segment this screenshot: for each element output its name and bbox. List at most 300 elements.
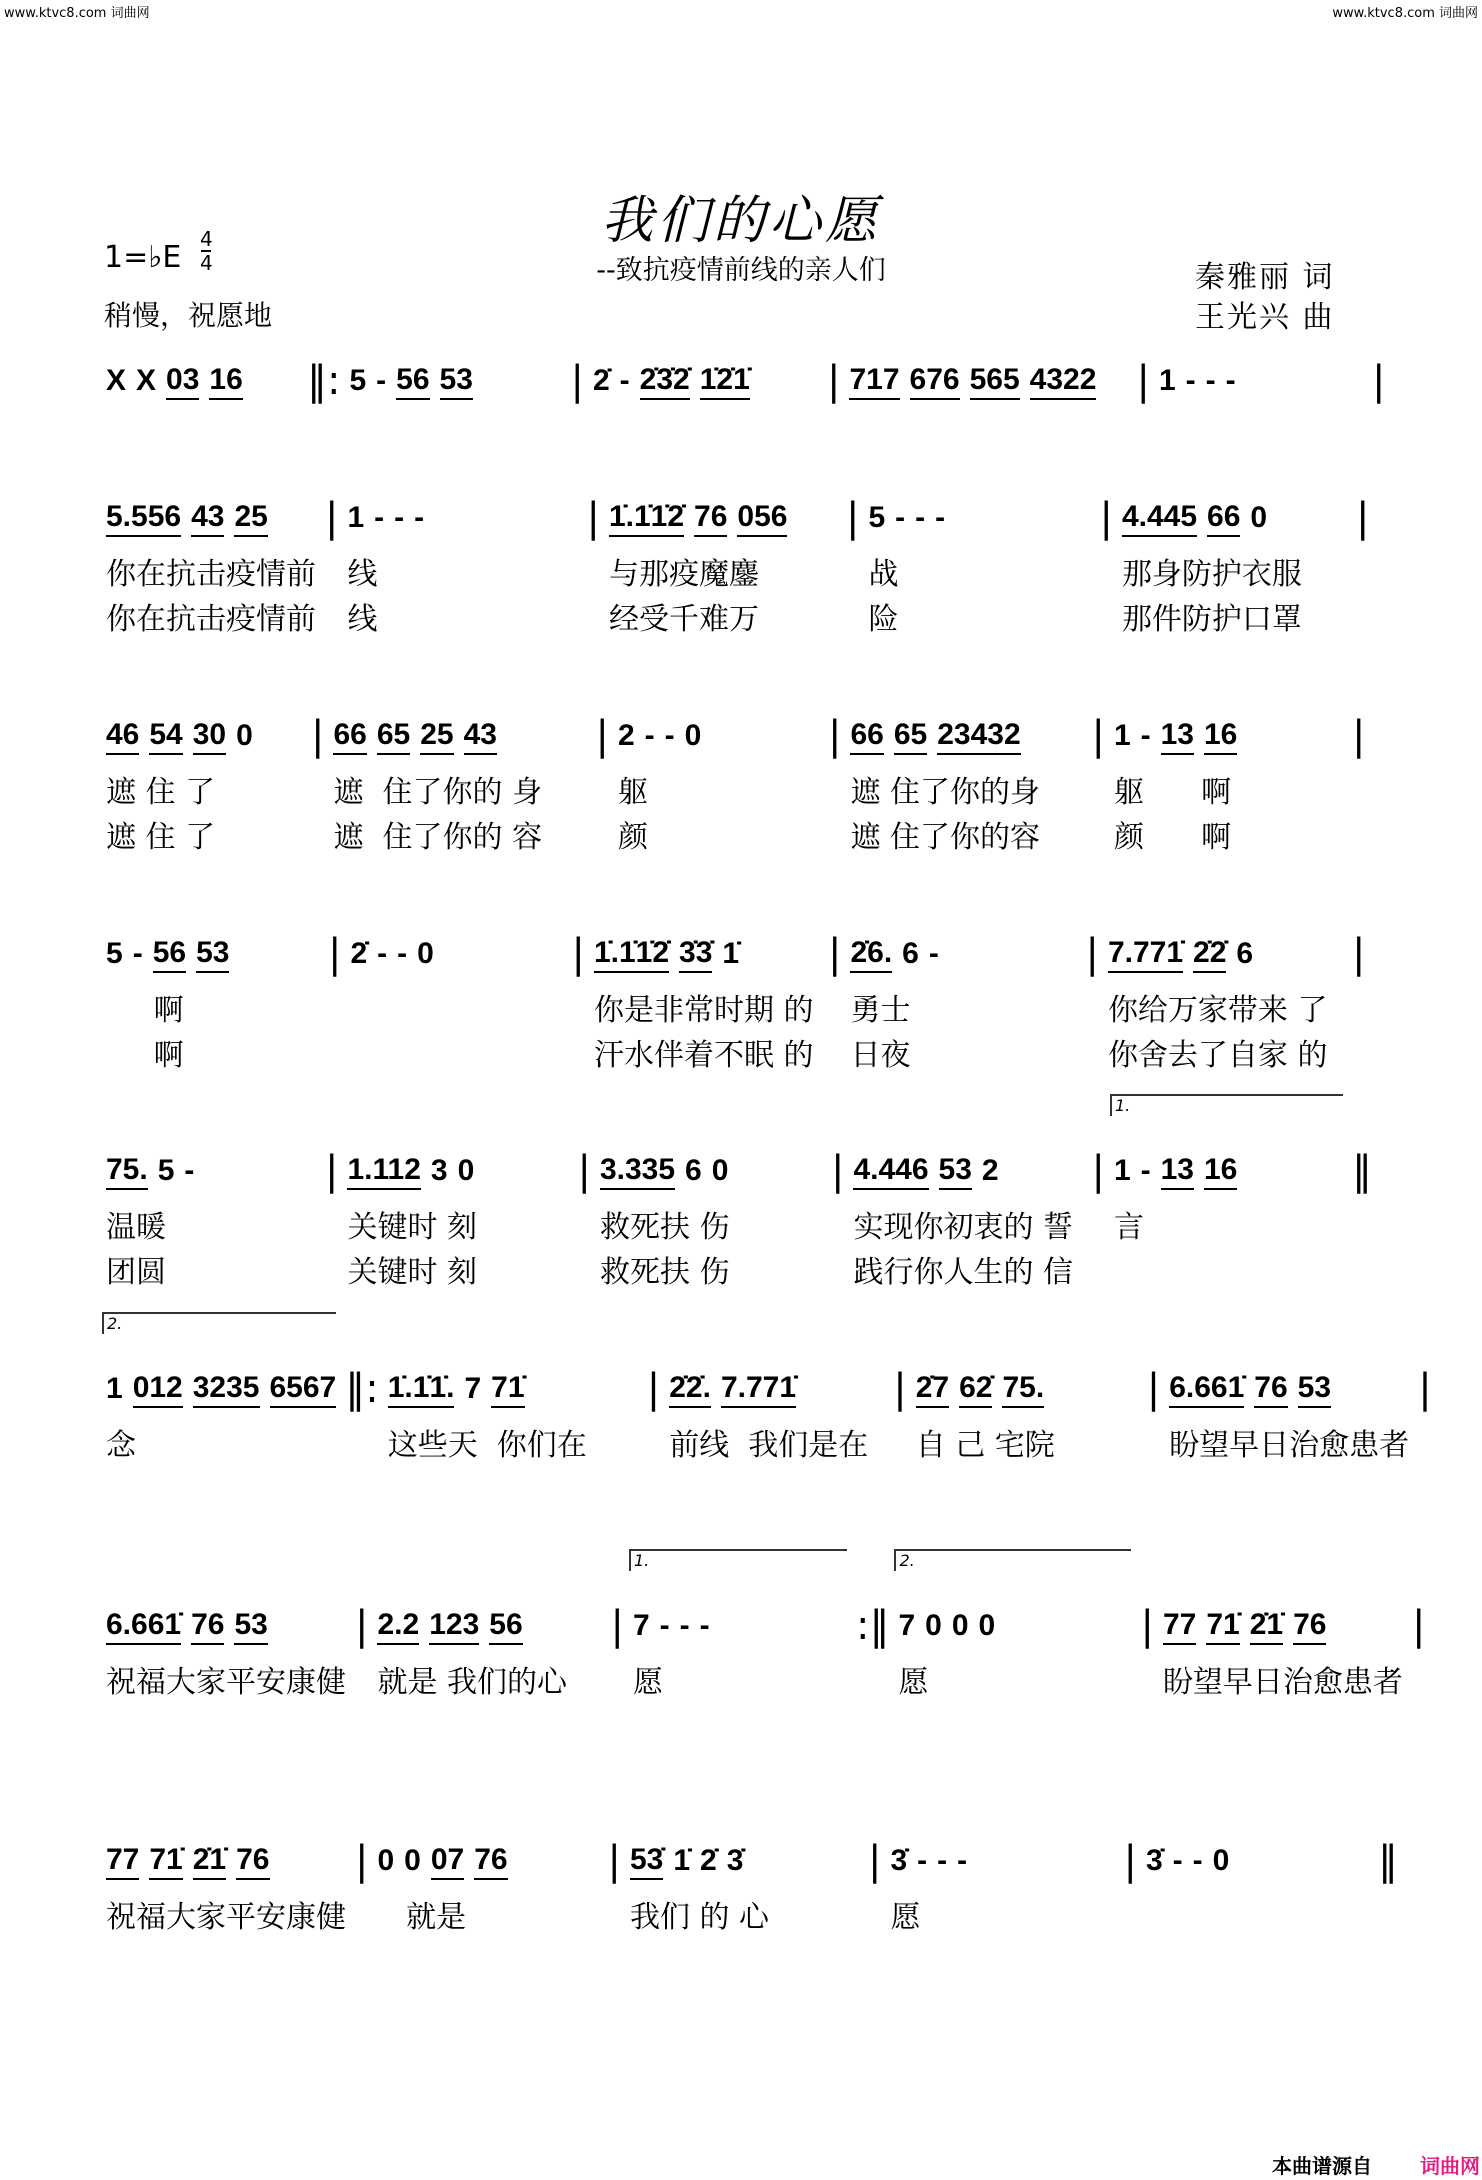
- notes-line: [106, 711, 302, 761]
- lyric-verse-2: [669, 1473, 884, 1509]
- barline: |: [1371, 358, 1386, 404]
- note-group: 2̇2̇.: [669, 1371, 711, 1408]
- note-group: 1: [106, 1372, 123, 1405]
- note-group: 53: [196, 936, 229, 973]
- lyric-verse-1: 线: [347, 557, 378, 592]
- barline: |: [893, 1366, 907, 1412]
- note-group: 2̇: [592, 364, 610, 397]
- barline: |: [1099, 495, 1113, 541]
- notes-line: [106, 1601, 346, 1651]
- lyric-verse-1: [593, 420, 818, 456]
- note-group: 7: [632, 1609, 650, 1642]
- notes-line: [377, 1601, 601, 1651]
- lyric-verse-1: 言: [1113, 1210, 1144, 1245]
- notes-line: [1114, 1146, 1343, 1196]
- extension-dash: -: [1185, 364, 1196, 397]
- note-group: 53̇: [630, 1843, 663, 1880]
- measure: [588, 929, 825, 1074]
- note-group: 717: [849, 363, 899, 400]
- extension-dash: -: [1172, 1844, 1183, 1877]
- note-group: 65: [377, 718, 410, 755]
- note-group: 16: [209, 363, 242, 400]
- lyric-verse-1: 关键时 刻: [347, 1210, 478, 1245]
- barline: ‖: [1351, 1148, 1372, 1194]
- notes-line: [850, 929, 1076, 979]
- notes-line: [630, 1836, 859, 1886]
- barline: |: [355, 1603, 369, 1649]
- note-group: 16: [1204, 718, 1237, 755]
- lyric-verse-1: 实现你初衷的 誓: [853, 1210, 1073, 1245]
- notes-line: [1122, 493, 1347, 543]
- notes-line: [106, 929, 319, 979]
- notes-line: [106, 1146, 316, 1196]
- volta-bracket: 1.: [1110, 1094, 1343, 1116]
- extension-dash: -: [619, 364, 630, 397]
- lyricist-credit: 秦雅丽 词: [1195, 260, 1335, 295]
- extension-dash: -: [1205, 364, 1216, 397]
- note-group: 65: [894, 718, 927, 755]
- notes-line: [388, 1364, 638, 1414]
- note-group: 0: [457, 1154, 475, 1187]
- lyric-verse-1: 就是: [377, 1900, 467, 1935]
- note-group: 3.335: [600, 1153, 675, 1190]
- lyric-verse-2: 践行你人生的 信: [853, 1255, 1073, 1290]
- lyric-verse-1: 与那疫魔鏖: [608, 557, 759, 592]
- note-group: 77: [106, 1843, 139, 1880]
- note-group: 3̇: [726, 1844, 744, 1877]
- lyric-verse-1: 祝福大家平安康健: [106, 1665, 346, 1700]
- note-group: 2: [981, 1154, 999, 1187]
- note-group: 2: [617, 719, 635, 752]
- measure: [100, 493, 322, 638]
- score-row: [100, 1551, 1426, 1746]
- notes-line: [377, 1836, 598, 1886]
- time-top: 4: [200, 227, 213, 251]
- note-group: 56: [396, 363, 429, 400]
- note-group: 66: [850, 718, 883, 755]
- notes-line: [594, 929, 819, 979]
- lyric-verse-2: 经受千难万: [608, 602, 759, 637]
- lyric-verse-2: [630, 1945, 859, 1981]
- lyric-verse-1: 遮 住 了: [106, 775, 216, 810]
- note-group: 0: [711, 1154, 729, 1187]
- lyric-verse-2: [106, 1945, 346, 1981]
- lyric-verse-1: 盼望早日治愈患者: [1162, 1665, 1403, 1700]
- watermark-right: www.ktvc8.com 词曲网: [1332, 6, 1478, 21]
- extension-dash: -: [394, 501, 405, 534]
- lyric-verse-1: [350, 993, 562, 1029]
- note-group: 3̇: [1145, 1844, 1163, 1877]
- lyric-verse-2: [350, 1038, 562, 1074]
- lyric-verse-1: [1146, 1900, 1369, 1936]
- barline: |: [1091, 713, 1105, 759]
- notes-line: [106, 1364, 336, 1414]
- note-group: 25: [234, 500, 267, 537]
- note-group: 56: [489, 1608, 522, 1645]
- notes-line: [890, 1836, 1114, 1886]
- notes-line: [1169, 1364, 1409, 1414]
- note-group: 2̇1̇: [193, 1843, 226, 1880]
- measure: [100, 1601, 352, 1746]
- note-group: 23432: [937, 718, 1020, 755]
- barline: |: [1091, 1148, 1105, 1194]
- notes-line: [916, 1364, 1138, 1414]
- note-group: 6: [685, 1154, 702, 1187]
- notes-line: [1163, 1601, 1403, 1651]
- note-group: 2̇2̇: [1193, 936, 1226, 973]
- footer-source-label: 本曲谱源自: [1272, 2154, 1372, 2178]
- measure: [344, 929, 568, 1074]
- note-group: 565: [970, 363, 1020, 400]
- lyric-verse-2: [890, 1945, 1114, 1981]
- lyric-verse-2: [106, 1710, 346, 1746]
- extension-dash: -: [376, 364, 387, 397]
- barline: |: [827, 931, 842, 977]
- barline: |: [1136, 358, 1150, 404]
- lyric-verse-1: 你在抗击疫情前: [106, 557, 316, 592]
- measure: [862, 493, 1096, 638]
- lyric-verse-1: 你给万家带来 了: [1107, 993, 1328, 1028]
- extension-dash: -: [679, 1609, 690, 1642]
- time-signature: [200, 228, 213, 274]
- extension-dash: -: [935, 501, 946, 534]
- note-group: 76: [474, 1843, 507, 1880]
- score-row: [100, 356, 1386, 501]
- barline: |: [325, 1148, 339, 1194]
- note-group: 1: [1158, 364, 1176, 397]
- extension-dash: -: [937, 1844, 948, 1877]
- note-group: 0: [236, 719, 253, 752]
- note-group: 53: [440, 363, 473, 400]
- note-group: 5.556: [106, 500, 181, 537]
- lyric-verse-1: 躯 啊: [1113, 775, 1232, 810]
- extension-dash: -: [397, 937, 408, 970]
- note-group: 5: [106, 937, 123, 970]
- notes-line: [347, 1146, 568, 1196]
- notes-line: [1108, 929, 1343, 979]
- notes-line: [349, 356, 561, 406]
- lyric-verse-2: [633, 1710, 847, 1746]
- measure: [100, 1314, 342, 1509]
- measure: [1108, 711, 1349, 856]
- lyric-verse-2: [377, 1945, 598, 1981]
- lyric-verse-2: 那件防护口罩: [1121, 602, 1302, 637]
- lyric-verse-2: 遮 住了你的容: [850, 820, 1040, 855]
- note-group: 4322: [1030, 363, 1097, 400]
- notes-line: [633, 1601, 847, 1651]
- lyric-verse-1: 那身防护衣服: [1121, 557, 1302, 592]
- note-group: 0: [978, 1609, 996, 1642]
- notes-line: [1146, 1836, 1369, 1886]
- extension-dash: -: [659, 1609, 670, 1642]
- note-group: 676: [910, 363, 960, 400]
- extension-dash: -: [664, 719, 675, 752]
- score-row: [100, 1314, 1432, 1509]
- note-group: 5: [349, 364, 367, 397]
- extension-dash: -: [917, 1844, 928, 1877]
- note-group: 53: [939, 1153, 972, 1190]
- measure: [371, 1601, 607, 1746]
- notes-line: [609, 493, 837, 543]
- lyric-verse-1: [849, 420, 1127, 456]
- barline: |: [571, 931, 585, 977]
- lyric-verse-2: [1114, 1255, 1343, 1291]
- lyric-verse-2: 线: [347, 602, 378, 637]
- barline: |: [867, 1838, 882, 1884]
- measure: [100, 356, 304, 501]
- note-group: 3̇3̇: [679, 936, 712, 973]
- note-group: 76: [236, 1843, 269, 1880]
- note-group: 1: [1113, 719, 1131, 752]
- extension-dash: -: [895, 501, 906, 534]
- extension-dash: -: [699, 1609, 710, 1642]
- volta-bracket: 2.: [102, 1312, 336, 1334]
- note-group: 56: [153, 936, 186, 973]
- notes-line: [106, 1836, 346, 1886]
- watermark-left: www.ktvc8.com 词曲网: [4, 6, 150, 21]
- key-signature: 1=♭E: [104, 240, 182, 275]
- measure: [1163, 1364, 1415, 1509]
- barline: |: [586, 495, 600, 541]
- note-group: 0: [377, 1844, 395, 1877]
- measure: [100, 1836, 352, 1981]
- notes-line: [106, 356, 298, 406]
- lyric-verse-1: 你是非常时期 的: [593, 993, 814, 1028]
- note-group: 76: [1293, 1608, 1326, 1645]
- note-group: 1: [347, 501, 365, 534]
- note-group: 43: [191, 500, 224, 537]
- measure: [594, 1146, 828, 1291]
- note-group: 2̇6.: [850, 936, 892, 973]
- lyric-verse-1: 这些天 你们在: [387, 1428, 587, 1463]
- note-group: 2.2: [377, 1608, 419, 1645]
- note-group: 4.445: [1122, 500, 1197, 537]
- notes-line: [600, 1146, 822, 1196]
- score-row: [100, 1096, 1372, 1291]
- note-group: 2̇7: [916, 1371, 949, 1408]
- measure: [627, 1551, 853, 1746]
- time-bottom: 4: [200, 251, 213, 275]
- measure: [1157, 1601, 1409, 1746]
- measure: [371, 1836, 604, 1981]
- notes-line: [593, 356, 818, 406]
- notes-line: [618, 711, 819, 761]
- note-group: 1̇.1̇1̇2̇: [609, 500, 684, 537]
- note-group: 0: [684, 719, 702, 752]
- barline: |: [325, 495, 339, 541]
- lyric-verse-1: 盼望早日治愈患者: [1169, 1428, 1410, 1463]
- lyric-verse-2: 团圆: [106, 1255, 166, 1290]
- extension-dash: -: [644, 719, 655, 752]
- barline: |: [570, 358, 584, 404]
- barline: |: [1355, 495, 1370, 541]
- note-group: 5: [868, 501, 886, 534]
- tempo-marking: 稍慢，祝愿地: [104, 299, 273, 332]
- note-group: 76: [1254, 1371, 1287, 1408]
- measure: [1102, 929, 1349, 1074]
- note-group: 7.771̇: [721, 1371, 796, 1408]
- note-group: 2̇: [350, 937, 368, 970]
- note-group: 76: [191, 1608, 224, 1645]
- note-group: 66: [1207, 500, 1240, 537]
- extension-dash: -: [1192, 1844, 1203, 1877]
- lyric-verse-1: 战: [868, 557, 899, 592]
- measure: [843, 356, 1133, 501]
- lyric-verse-1: 我们 的 心: [629, 1900, 770, 1935]
- note-group: 012: [133, 1371, 183, 1408]
- note-group: 7.771̇: [1108, 936, 1183, 973]
- measure: [100, 929, 325, 1074]
- note-group: 0: [925, 1609, 942, 1642]
- notes-line: [898, 1601, 1131, 1651]
- notes-line: [106, 493, 316, 543]
- note-group: X: [106, 364, 127, 397]
- extension-dash: -: [374, 501, 385, 534]
- barline: |: [830, 1148, 845, 1194]
- lyric-verse-1: [1159, 420, 1363, 456]
- lyric-verse-2: 你舍去了自家 的: [1107, 1038, 1328, 1073]
- measure: [341, 493, 583, 638]
- barline: |: [577, 1148, 591, 1194]
- note-group: 1: [1113, 1154, 1131, 1187]
- lyric-verse-1: 温暖: [106, 1210, 166, 1245]
- note-group: 2̇3̇2̇: [640, 363, 690, 400]
- measure: [603, 493, 843, 638]
- lyric-verse-1: 啊: [106, 993, 184, 1028]
- lyric-verse-1: 愿: [890, 1900, 921, 1935]
- lyric-verse-1: 躯: [617, 775, 648, 810]
- barline: |: [845, 495, 860, 541]
- lyric-verse-1: [349, 420, 561, 456]
- note-group: 6: [902, 937, 919, 970]
- measure: [624, 1836, 865, 1981]
- note-group: 0: [1212, 1844, 1230, 1877]
- measure: [343, 356, 567, 501]
- lyric-verse-1: 就是 我们的心: [377, 1665, 568, 1700]
- barline: |: [328, 931, 342, 977]
- note-group: 7: [898, 1609, 916, 1642]
- lyric-verse-1: 遮 住了你的 身: [333, 775, 543, 810]
- note-group: 2̇1̇: [1250, 1608, 1283, 1645]
- lyric-verse-2: [898, 1710, 1131, 1746]
- measure: [382, 1364, 644, 1509]
- score-row: [100, 1836, 1398, 1981]
- lyric-verse-2: 啊: [106, 1038, 184, 1073]
- barline: |: [1146, 1366, 1161, 1412]
- note-group: 6.661̇: [106, 1608, 181, 1645]
- lyric-verse-2: 颜: [617, 820, 648, 855]
- extension-dash: -: [414, 501, 425, 534]
- measure: [1153, 356, 1369, 501]
- extension-dash: -: [1140, 1154, 1151, 1187]
- measure: [847, 1146, 1088, 1291]
- lyric-verse-2: 救死扶 伤: [599, 1255, 730, 1290]
- note-group: 4.446: [853, 1153, 928, 1190]
- lyric-verse-2: [377, 1710, 601, 1746]
- lyric-verse-1: 念: [106, 1428, 136, 1463]
- note-group: 07: [431, 1843, 464, 1880]
- note-group: 46: [106, 718, 139, 755]
- measure: [910, 1364, 1144, 1509]
- lyric-verse-2: 险: [868, 602, 899, 637]
- barline: |: [1418, 1366, 1432, 1412]
- note-group: 1̇.1̇1̇2̇: [594, 936, 669, 973]
- measure: [663, 1364, 890, 1509]
- note-group: 1.112: [347, 1153, 420, 1190]
- note-group: 6.661̇: [1169, 1371, 1244, 1408]
- lyric-verse-1: 遮 住了你的身: [850, 775, 1040, 810]
- lyric-verse-2: 你在抗击疫情前: [106, 602, 316, 637]
- extension-dash: -: [915, 501, 926, 534]
- note-group: 3: [430, 1154, 448, 1187]
- lyric-verse-2: 汗水伴着不眠 的: [593, 1038, 814, 1073]
- song-title: 我们的心愿: [600, 191, 882, 251]
- note-group: 54: [149, 718, 182, 755]
- measure: [612, 711, 825, 856]
- extension-dash: -: [132, 937, 143, 970]
- measure: [1108, 1096, 1349, 1291]
- notes-line: [669, 1364, 884, 1414]
- lyric-verse-2: 颜 啊: [1113, 820, 1232, 855]
- barline: |: [1123, 1838, 1137, 1884]
- notes-line: [868, 493, 1090, 543]
- note-group: 75.: [1002, 1371, 1044, 1408]
- lyric-verse-2: [1163, 1710, 1403, 1746]
- lyric-verse-2: [1169, 1473, 1409, 1509]
- lyric-verse-1: 祝福大家平安康健: [106, 1900, 346, 1935]
- note-group: 43: [464, 718, 497, 755]
- note-group: 6567: [270, 1371, 337, 1408]
- barline: |: [355, 1838, 369, 1884]
- barline: |: [607, 1838, 621, 1884]
- lyric-verse-2: 遮 住 了: [106, 820, 216, 855]
- score-row: [100, 929, 1366, 1074]
- lyric-verse-2: 遮 住了你的 容: [333, 820, 543, 855]
- note-group: 0: [1250, 501, 1268, 534]
- note-group: 1̇: [722, 937, 740, 970]
- extension-dash: -: [377, 937, 388, 970]
- volta-bracket: 2.: [894, 1549, 1131, 1571]
- extension-dash: -: [957, 1844, 968, 1877]
- extension-dash: -: [1225, 364, 1236, 397]
- barline: |: [610, 1603, 624, 1649]
- note-group: 77: [1163, 1608, 1196, 1645]
- note-group: 62̇: [959, 1371, 992, 1408]
- composer-credit: 王光兴 曲: [1195, 300, 1335, 335]
- lyric-verse-2: [388, 1473, 638, 1509]
- barline: ‖:: [307, 358, 341, 404]
- note-group: 0: [417, 937, 434, 970]
- measure: [844, 929, 1082, 1074]
- notes-line: [853, 1146, 1082, 1196]
- notes-line: [347, 493, 577, 543]
- lyric-verse-1: 自 己 宅院: [915, 1428, 1055, 1463]
- lyric-verse-1: 愿: [632, 1665, 663, 1700]
- lyric-verse-1: 勇士: [850, 993, 911, 1028]
- extension-dash: -: [184, 1154, 195, 1187]
- note-group: 03: [166, 363, 199, 400]
- note-group: 53: [1298, 1371, 1331, 1408]
- lyric-verse-2: 关键时 刻: [347, 1255, 478, 1290]
- note-group: 25: [420, 718, 453, 755]
- measure: [844, 711, 1088, 856]
- measure: [327, 711, 592, 856]
- note-group: 1̇: [673, 1844, 691, 1877]
- barline: ‖: [1377, 1838, 1398, 1884]
- measure: [341, 1146, 574, 1291]
- lyric-verse-2: [916, 1473, 1138, 1509]
- barline: |: [311, 713, 325, 759]
